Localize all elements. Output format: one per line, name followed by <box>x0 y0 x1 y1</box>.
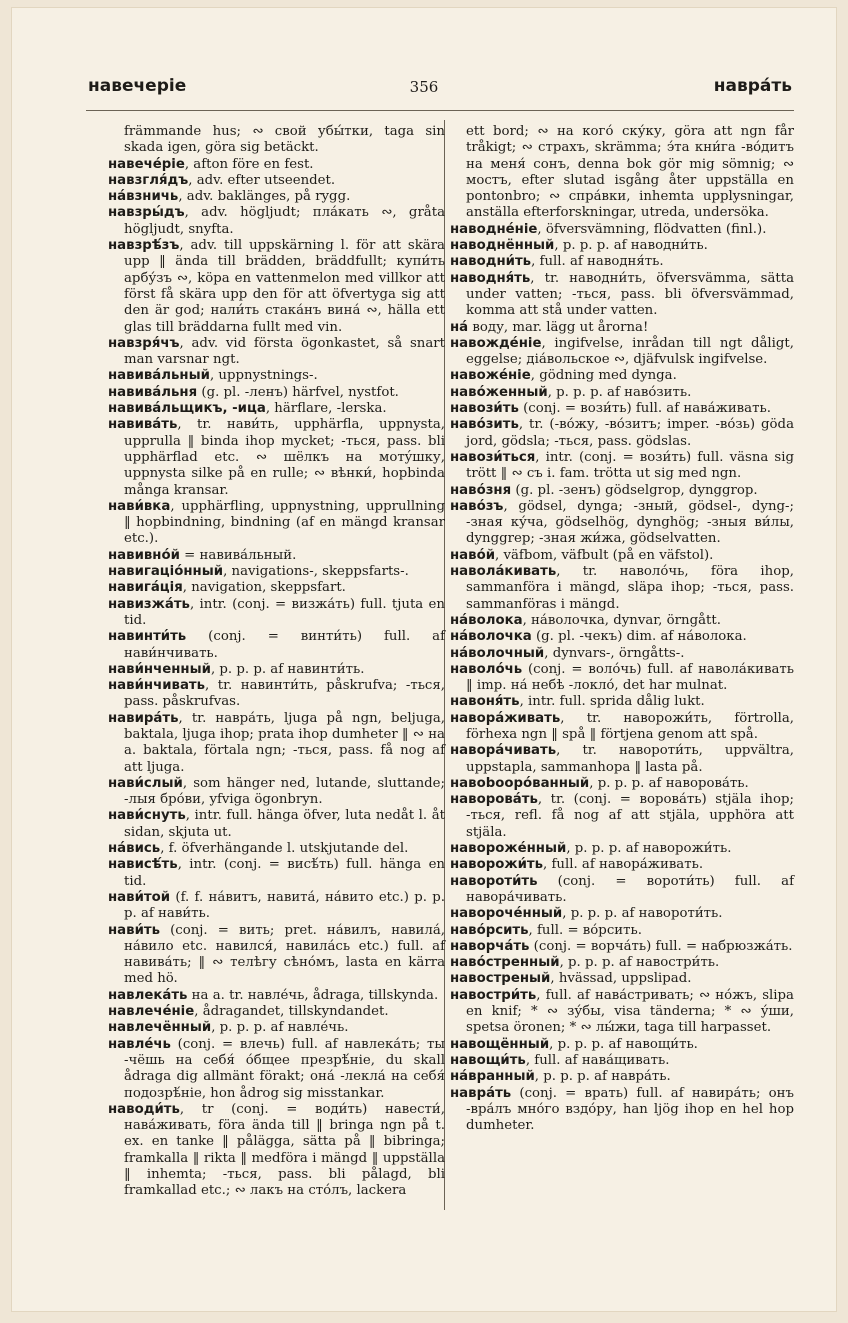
dictionary-entry: навече́ріе, afton före en fest. <box>108 156 314 172</box>
header-rule <box>86 110 794 111</box>
dictionary-entry: навоже́ніе, gödning med dynga. <box>450 368 677 384</box>
dictionary-entry: навлече́ніе, ådragandet, tillskyndandet. <box>108 1004 389 1020</box>
dictionary-entry: навзры́дъ, adv. högljudt; пла́кать ∾, gråta högljudt, snyfta. <box>108 205 445 237</box>
dictionary-entry: навзрѣ́зъ, adv. till uppskärning l. för att skära upp ‖ ända till brädden, bräddfullt; купи́ть арбу́зъ ∾, köpa en vattenmelon med villkor att först få skära upp den för att öfvertyga sig att den är god; нали́ть стака́нъ вина́ ∾, hälla ett glas till bräddarna fullt med vin. <box>108 238 445 335</box>
dictionary-entry: наводне́ніе, öfversvämning, flödvatten (finl.). <box>450 221 767 237</box>
dictionary-entry: навивно́й = навива́льный. <box>108 547 297 563</box>
dictionary-entry: навива́льщикъ, -ица, härflare, -lerska. <box>108 401 387 417</box>
dictionary-entry: на́волока, на́волочка, dynvar, örngått. <box>450 612 721 628</box>
dictionary-entry: на́вранный, p. p. p. af навра́ть. <box>450 1069 671 1085</box>
dictionary-entry: навра́ть (conj. = врать) full. af навира́ть; онъ -вра́лъ мно́го вздо́ру, han ljög ihop en hel hop dumheter. <box>450 1085 794 1134</box>
dictionary-entry: нави́вка, upphärfling, uppnystning, upprullning ‖ hopbindning, bindning (af en mängd kransar etc.). <box>108 498 445 547</box>
left-guideword: навечеріе <box>88 76 187 96</box>
dictionary-entry: навига́ція, navigation, skeppsfart. <box>108 580 346 596</box>
dictionary-entry: наво́рсить, full. = во́рсить. <box>450 922 642 938</box>
right-guideword: навра́ть <box>713 76 792 96</box>
dictionary-entry: наводнённый, p. p. p. af наводни́ть. <box>450 238 708 254</box>
dictionary-entry: наво́зъ, gödsel, dynga; -зный, gödsel-, dyng-; -зная ку́ча, gödselhög, dynghög; -зныя ви́лы, dynggrep; -зная жи́жа, gödselvatten. <box>450 498 794 547</box>
dictionary-entry: наволо́чь (conj. = воло́чь) full. af навола́кивать ‖ imp. на́ небѣ -локло́, det har mulnat. <box>450 661 794 694</box>
dictionary-entry: наводни́ть, full. af наводня́ть. <box>450 254 664 270</box>
dictionary-entry: навоня́ть, intr. full. sprida dålig lukt. <box>450 694 705 710</box>
dictionary-entry: наво́женный, p. p. p. af наво́зить. <box>450 384 692 400</box>
dictionary-entry: нави́снуть, intr. full. hänga öfver, luta nedåt l. åt sidan, skjuta ut. <box>108 808 445 840</box>
dictionary-entry: навива́льня (g. pl. -ленъ) härfvel, nystfot. <box>108 384 399 400</box>
dictionary-entry: навзгля́дъ, adv. efter utseendet. <box>108 172 336 188</box>
dictionary-entry: навле́чь (conj. = влечь) full. af навлека́ть; ты -чёшь на себя́ о́бщее презрѣ́ніе, du skall ådraga dig allmänt förakt; она́ -лекла́ на себя́ подозрѣ́ніе, hon ådrog sig misstankar. <box>108 1036 445 1101</box>
dictionary-entry: навора́чивать, tr. навороти́ть, uppvältra, uppstapla, sammanhopa ‖ lasta på. <box>450 743 794 775</box>
dictionary-entry: наворова́ть, tr. (conj. = ворова́ть) stjäla ihop; -ться, refl. få nog af att stjäla, upphöra att stjäla. <box>450 792 794 840</box>
dictionary-entry: навола́кивать, tr. наволо́чь, föra ihop, sammanföra i mängd, släpa ihop; -ться, pass. sammanföras i mängd. <box>450 564 794 612</box>
dictionary-entry: на́вись, f. öfverhängande l. utskjutande del. <box>108 841 409 857</box>
dictionary-entry: наво́зить, tr. (-во́жу, -во́зитъ; imper. -во́зь) göda jord, gödsla; -ться, pass. gödslas. <box>450 417 794 449</box>
dictionary-entry: нави́той (f. f. на́витъ, навита́, на́вито etc.) p. p. p. af нави́ть. <box>108 889 445 922</box>
dictionary-entry: навигаціо́нный, navigations-, skeppsfarts-. <box>108 564 409 580</box>
dictionary-entry: навожде́ніе, ingifvelse, inrådan till ngt dåligt, eggelse; діа́вольское ∾, djäfvulsk ingifvelse. <box>450 335 794 368</box>
dictionary-entry: навороже́нный, p. p. p. af наворожи́ть. <box>450 841 732 857</box>
dictionary-entry: наво́зня (g. pl. -зенъ) gödselgrop, dynggrop. <box>450 482 758 498</box>
dictionary-entry: навощённый, p. p. p. af навощи́ть. <box>450 1036 698 1052</box>
left-column <box>108 124 445 1200</box>
dictionary-entry: нависѣ́ть, intr. (conj. = висѣ́ть) full. hänga en tid. <box>108 857 445 889</box>
dictionary-entry: навостреный, hvässad, uppslipad. <box>450 971 692 987</box>
dictionary-entry: навощи́ть, full. af нава́щивать. <box>450 1052 670 1068</box>
dictionary-entry: навинти́ть (conj. = винти́ть) full. af нави́нчивать. <box>108 629 445 661</box>
dictionary-entry: навостри́ть, full. af нава́стривать; ∾ но́жъ, slipa en knif; * ∾ зу́бы, visa tänderna; * ∾ у́ши, spetsa öronen; * ∾ лы́жи, taga till harpasset. <box>450 987 794 1036</box>
dictionary-entry: навороче́нный, p. p. p. af навороти́ть. <box>450 906 723 922</box>
dictionary-entry: наводня́ть, tr. наводни́ть, öfversvämma, sätta under vatten; -ться, pass. bli öfversvämmad, komma att stå under vatten. <box>450 270 794 319</box>
dictionary-entry: ett bord; ∾ на кого́ ску́ку, göra att ngn får tråkigt; ∾ страхъ, skrämma; э́та кни́га -во́дитъ на меня́ сонъ, denna bok gör mig sömnig; ∾ мостъ, efter slutad isgång åter uppställa en pontonbro; ∾ спра́вки, inhemta upplysningar, anställa efterforskningar, utreda, undersöka. <box>466 124 794 221</box>
dictionary-entry: наворожи́ть, full. af навора́живать. <box>450 857 704 873</box>
dictionary-entry: на́волочка (g. pl. -чекъ) dim. af на́волока. <box>450 629 747 645</box>
dictionary-entry: наворча́ть (conj. = ворча́ть) full. = набрюзжа́ть. <box>450 938 793 954</box>
dictionary-entry: наво́й, väfbom, väfbult (på en väfstol). <box>450 547 714 563</box>
dictionary-entry: навози́ться, intr. (conj. = вози́ть) full. väsna sig trött ‖ ∾ съ i. fam. trötta ut sig med ngn. <box>450 449 794 482</box>
dictionary-entry: främmande hus; ∾ свой убы́тки, taga sin skada igen, göra sig betäckt. <box>124 124 445 156</box>
dictionary-entry: нави́ть (conj. = вить; pret. на́вилъ, навила́, на́вило etc. навился́, навила́сь etc.) full. af навива́ть; ‖ ∾ телѣгу сѣно́мъ, lasta en kärra med hö. <box>108 922 445 987</box>
dictionary-entry: нави́нченный, p. p. p. af навинти́ть. <box>108 661 365 677</box>
dictionary-entry: на́взничь, adv. baklänges, på rygg. <box>108 189 351 205</box>
dictionary-entry: навзря́чъ, adv. vid första ögonkastet, så snart man varsnar ngt. <box>108 335 445 368</box>
dictionary-entry: навива́льный, uppnystnings-. <box>108 368 318 384</box>
dictionary-entry: навози́ть (conj. = вози́ть) full. af нава́живать. <box>450 401 771 417</box>
dictionary-entry: навизжа́ть, intr. (conj. = визжа́ть) full. tjuta en tid. <box>108 596 445 628</box>
dictionary-entry: навива́ть, tr. нави́ть, upphärfla, uppnysta, upprulla ‖ binda ihop mycket; -ться, pass. bli upphärflad etc. ∾ шёлкъ на мотýшку, uppnysta silke på en rulle; ∾ вѣнки́, hopbinda många kransar. <box>108 417 445 498</box>
dictionary-entry: наводи́ть, tr (conj. = води́ть) навести́, нава́живать, föra ända till ‖ bringa ngn på t. ex. en tanke ‖ pålägga, sätta på ‖ bibringa; framkalla ‖ rikta ‖ medföra i mängd ‖ uppställa ‖ inhemta; -ться, pass. bli pålagd, bli framkallad etc.; ∾ лакъ на сто́лъ, lackera <box>108 1101 445 1199</box>
dictionary-entry: нави́нчивать, tr. навинти́ть, påskrufva; -ться, pass. påskrufvas. <box>108 678 445 710</box>
dictionary-entry: на́ воду, mar. lägg ut årorna! <box>450 319 649 335</box>
right-column <box>450 124 794 1134</box>
dictionary-entry: навоbooро́ванный, p. p. p. af наворова́ть. <box>450 775 749 791</box>
dictionary-entry: на́волочный, dynvars-, örngåtts-. <box>450 645 685 661</box>
dictionary-entry: навлечённый, p. p. p. af навле́чь. <box>108 1020 349 1036</box>
dictionary-entry: навора́живать, tr. наворожи́ть, förtrolla, förhexa ngn ‖ spå ‖ förtjena genom att spå. <box>450 710 794 742</box>
dictionary-entry: навлека́ть на a. tr. навле́чь, ådraga, tillskynda. <box>108 987 439 1003</box>
dictionary-entry: наво́стренный, p. p. p. af навостри́ть. <box>450 955 720 971</box>
dictionary-entry: навира́ть, tr. навра́ть, ljuga på ngn, beljuga, baktala, ljuga ihop; prata ihop dumheter ‖ ∾ на а. baktala, förtala ngn; -ться, pass. få nog af att ljuga. <box>108 710 445 775</box>
page-number: 356 <box>409 78 439 96</box>
dictionary-entry: навороти́ть (conj. = вороти́ть) full. af навора́чивать. <box>450 873 794 905</box>
dictionary-entry: нави́слый, som hänger ned, lutande, sluttande; -лыя бро́ви, yfviga ögonbryn. <box>108 775 445 808</box>
